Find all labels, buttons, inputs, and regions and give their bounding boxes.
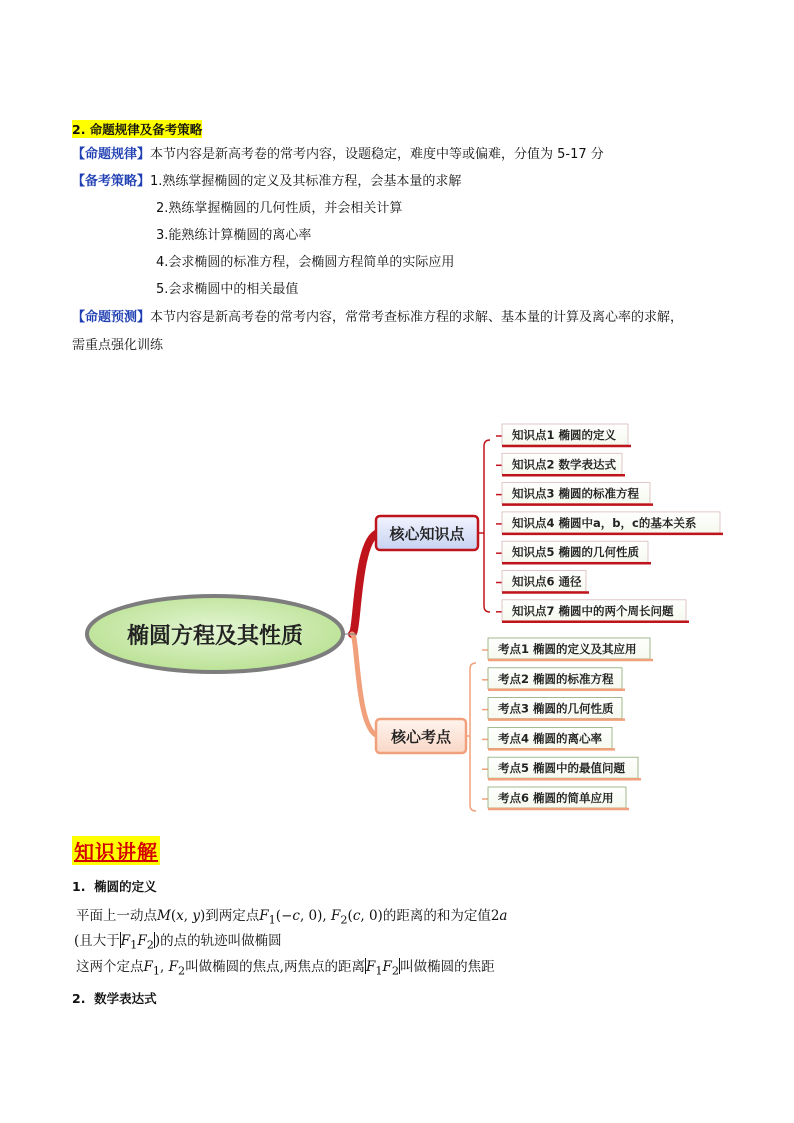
exam-point-label-3: 考点3 椭圆的几何性质 (498, 701, 614, 716)
definition-line-3: 这两个定点$F_1$, $F_2$叫做椭圆的焦点,两焦点的距离$F_1F_2$叫做椭圆的焦距 (76, 959, 495, 978)
root-label: 椭圆方程及其性质 (126, 624, 304, 649)
predict-tag: 【命题预测】 (72, 310, 151, 325)
knowledge-point-label-5: 知识点5 椭圆的几何性质 (512, 545, 640, 560)
branch-knowledge-label: 核心知识点 (389, 525, 465, 543)
knowledge-point-label-2: 知识点2 数学表达式 (512, 457, 617, 472)
knowledge-point-label-1: 知识点1 椭圆的定义 (512, 428, 617, 442)
rule-line (72, 145, 604, 165)
strategy-item: 4.会求椭圆的标准方程，会椭圆方程简单的实际应用 (156, 255, 455, 270)
knowledge-point-label-7: 知识点7 椭圆中的两个周长问题 (512, 603, 674, 618)
exam-point-label-2: 考点2 椭圆的标准方程 (498, 671, 614, 686)
definition-line-1: 平面上一动点M(x, y)到两定点$F_1(-c$, 0), $F_2(c$, 0)的距离的和为定值2a (76, 908, 508, 927)
strategy-item: 2.熟练掌握椭圆的几何性质，并会相关计算 (156, 201, 403, 216)
knowledge-point-label-6: 知识点6 通径 (512, 574, 582, 589)
item1-title: 1. 椭圆的定义 (72, 879, 157, 894)
exam-point-label-5: 考点5 椭圆中的最值问题 (498, 761, 626, 776)
knowledge-bracket (484, 440, 490, 612)
strategy-tag: 【备考策略】 (72, 174, 151, 189)
exam-point-label-1: 考点1 椭圆的定义及其应用 (498, 642, 637, 656)
knowledge-point-label-4: 知识点4 椭圆中a，b，c的基本关系 (512, 515, 697, 530)
mind-map (0, 400, 794, 820)
lecture-title: 知识讲解 (72, 836, 160, 865)
exam-bracket (470, 663, 476, 811)
section-title: 2. 命题规律及备考策略 (72, 122, 203, 137)
connector-exam (352, 634, 378, 736)
item2-title: 2. 数学表达式 (72, 991, 157, 1006)
knowledge-point-label-3: 知识点3 椭圆的标准方程 (512, 486, 640, 501)
definition-line-2: (且大于$F_1F_2$)的点的轨迹叫做椭圆 (74, 933, 282, 952)
predict-text: 本节内容是新高考卷的常考内容，常常考查标准方程的求解、基本量的计算及离心率的求解， (150, 310, 684, 325)
connector-knowledge (352, 533, 378, 634)
strategy-line (72, 172, 461, 192)
rule-text: 本节内容是新高考卷的常考内容，设题稳定，难度中等或偏难，分值为 5-17 分 (150, 147, 604, 162)
strategy-item: 5.会求椭圆中的相关最值 (156, 282, 299, 297)
rule-tag: 【命题规律】 (72, 147, 151, 162)
strategy-item: 3.能熟练计算椭圆的离心率 (156, 228, 312, 243)
strategy-item: 1.熟练掌握椭圆的定义及其标准方程，会基本量的求解 (150, 174, 462, 189)
branch-exam-label: 核心考点 (390, 728, 452, 746)
predict-line (72, 308, 683, 328)
predict-text-cont: 需重点强化训练 (72, 338, 164, 353)
exam-point-label-6: 考点6 椭圆的简单应用 (498, 791, 614, 805)
exam-point-label-4: 考点4 椭圆的离心率 (498, 731, 603, 746)
